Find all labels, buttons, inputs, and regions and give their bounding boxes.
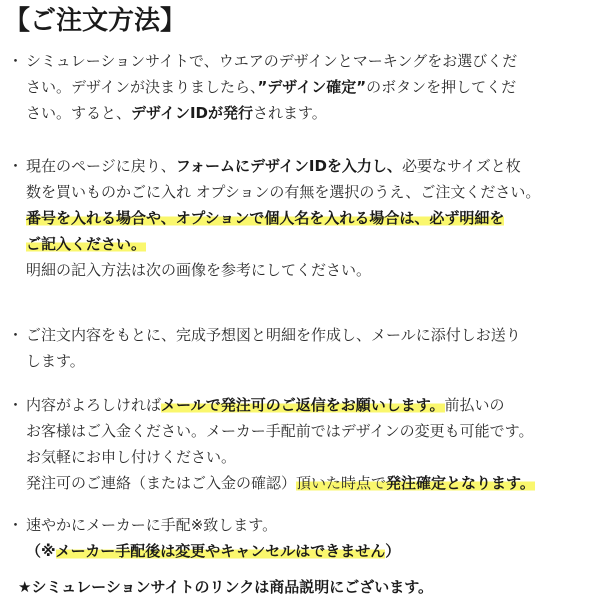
step-4-line-1 [8, 392, 598, 418]
page-title: 【ご注文方法】 [4, 6, 187, 36]
step-5 [8, 512, 598, 564]
step-4 [8, 392, 598, 496]
bullet: ・ [8, 396, 24, 414]
step-4-line-4 [8, 470, 598, 496]
highlight-text: 頂いた時点で [296, 474, 387, 492]
step-5-line-2 [8, 538, 598, 564]
step-3-line-2 [8, 348, 598, 374]
text: さい。すると、 [26, 104, 132, 122]
step-2-line-4 [8, 231, 598, 257]
text: します。 [26, 352, 85, 370]
text: 発注可のご連絡（またはご入金の確認） [26, 474, 297, 492]
text: 必要なサイズと枚 [401, 157, 521, 175]
text: シミュレーションサイトで、ウエアのデザインとマーキングをお選びくだ [26, 52, 518, 70]
step-4-line-2 [8, 418, 598, 444]
highlight-text: オプションで個人名を入れる場合は、必ず明細を [175, 209, 505, 227]
text: 速やかにメーカーに手配※致します。 [26, 516, 278, 534]
footer-note: ★シミュレーションサイトのリンクは商品説明にございます。 [18, 578, 434, 596]
bullet: ・ [8, 326, 24, 344]
bullet: ・ [8, 516, 24, 534]
step-2 [8, 153, 598, 283]
step-2-line-5 [8, 257, 598, 283]
form-input-text: フォームにデザインIDを入力し、 [175, 157, 402, 175]
step-3 [8, 322, 598, 374]
design-confirm-button-label: ”デザイン確定” [257, 78, 367, 96]
text: さい。デザインが決まりましたら、 [26, 78, 258, 96]
step-5-line-1 [8, 512, 598, 538]
text: ） [385, 542, 401, 560]
highlight-text: 発注確定となります。 [386, 474, 535, 492]
text: のボタンを押してくだ [366, 78, 517, 96]
step-4-line-3 [8, 444, 598, 470]
highlight-text: ご記入ください。 [26, 235, 147, 253]
step-1-line-2 [8, 74, 598, 100]
text: 前払いの [444, 396, 505, 414]
text: ご注文内容をもとに、完成予想図と明細を作成し、メールに添付しお送り [26, 326, 521, 344]
highlight-text: メーカー手配後は変更やキャンセルはできません [55, 542, 386, 560]
text: されます。 [253, 104, 327, 122]
step-2-line-1 [8, 153, 598, 179]
highlight-text: 番号を入れる場合や、 [26, 209, 176, 227]
text: お客様はご入金ください。メーカー手配前ではデザインの変更も可能です。 [26, 422, 534, 440]
text: 明細の記入方法は次の画像を参考にしてください。 [26, 261, 372, 279]
text: 数を買いものかごに入れ オプションの有無を選択のうえ、ご注文ください。 [26, 183, 541, 201]
step-2-line-3 [8, 205, 598, 231]
text: 現在のページに戻り、 [26, 157, 176, 175]
step-3-line-1 [8, 322, 598, 348]
step-2-line-2 [8, 179, 598, 205]
text: 内容がよろしければ [26, 396, 162, 414]
text: お気軽にお申し付けください。 [26, 448, 237, 466]
design-id-text: デザインIDが発行 [131, 104, 253, 122]
step-1 [8, 48, 598, 126]
step-1-line-3 [8, 100, 598, 126]
bullet: ・ [8, 52, 24, 70]
highlight-text: メールで発注可のご返信をお願いします。 [161, 396, 445, 414]
bullet: ・ [8, 157, 24, 175]
text: （※ [26, 542, 56, 560]
step-1-line-1 [8, 48, 598, 74]
